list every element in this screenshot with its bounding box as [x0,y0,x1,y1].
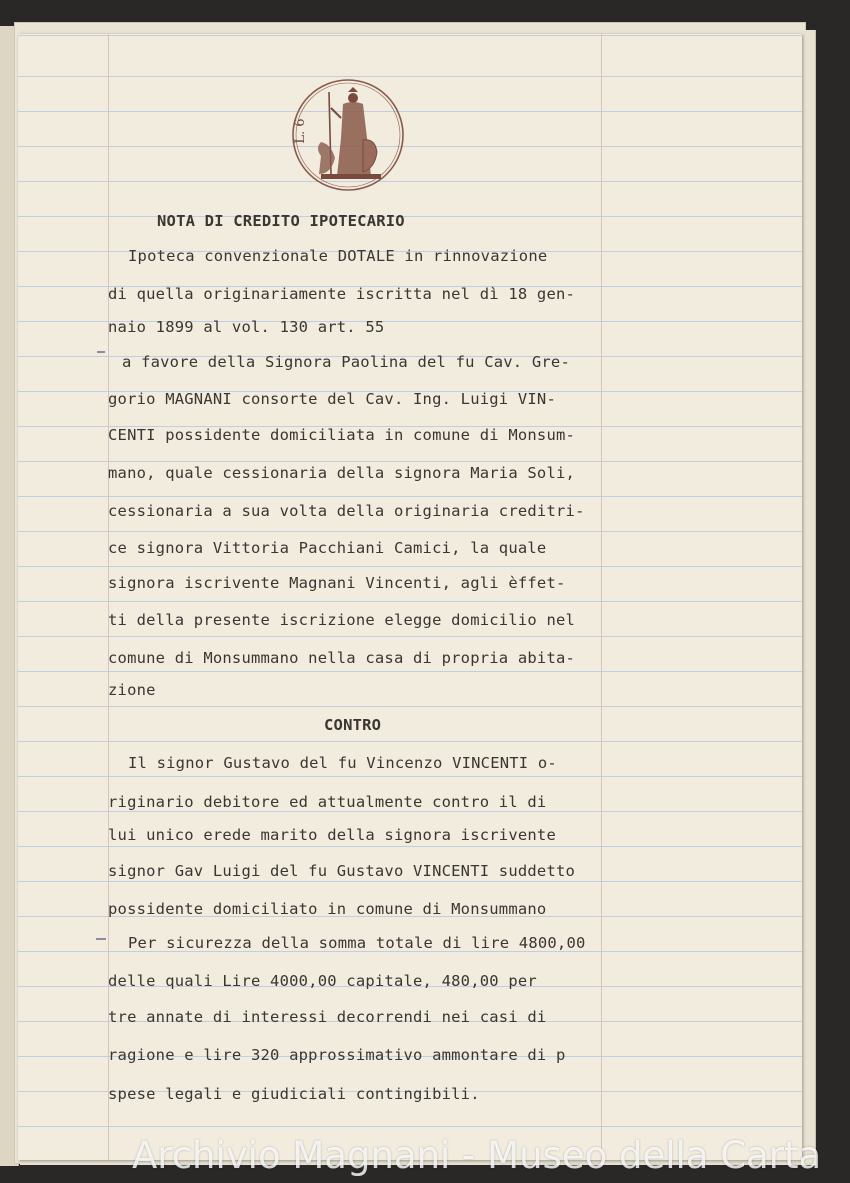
archive-watermark: Archivio Magnani - Museo della Carta [132,1134,822,1177]
body-line: Per sicurezza della somma totale di lire 4800,00 [128,934,586,952]
body-line: tre annate di interessi decorrendi nei casi di [108,1008,547,1026]
body-line: signor Gav Luigi del fu Gustavo VINCENTI suddetto [108,862,576,880]
body-line: lui unico erede marito della signora iscrivente [108,826,556,844]
body-line: gorio MAGNANI consorte del Cav. Ing. Luigi VIN- [108,390,556,408]
body-line: ce signora Vittoria Pacchiani Camici, la quale [108,539,547,557]
body-line: Il signor Gustavo del fu Vincenzo VINCENTI o- [128,754,557,772]
body-line: possidente domiciliato in comune di Monsummano [108,900,547,918]
body-line: CENTI possidente domiciliata in comune di Monsum- [108,426,576,444]
contro-heading: CONTRO [324,716,382,734]
stamp-label: L. 6 [293,118,308,144]
body-line: signora iscrivente Magnani Vincenti, agli èffet- [108,574,566,592]
body-line: Ipoteca convenzionale DOTALE in rinnovazione [128,247,548,265]
document-title: NOTA DI CREDITO IPOTECARIO [157,212,405,230]
body-line: riginario debitore ed attualmente contro il di [108,793,547,811]
body-line: naio 1899 al vol. 130 art. 55 [108,318,385,336]
body-line: ragione e lire 320 approssimativo ammontare di p [108,1046,566,1064]
body-line: ti della presente iscrizione elegge domicilio nel [108,611,576,629]
body-line: comune di Monsummano nella casa di propria abita- [108,649,576,667]
margin-line-left [108,34,109,1160]
body-line: delle quali Lire 4000,00 capitale, 480,00 per [108,972,537,990]
margin-dash [96,938,106,940]
body-line: di quella originariamente iscritta nel dì 18 gen- [108,285,576,303]
body-line: cessionaria a sua volta della originaria creditri- [108,502,585,520]
margin-dash [97,351,105,353]
body-line: zione [108,681,156,699]
body-line: mano, quale cessionaria della signora Maria Soli, [108,464,576,482]
margin-line-right [601,34,602,1160]
body-line: spese legali e giudiciali contingibili. [108,1085,480,1103]
ruled-page [18,34,802,1160]
body-line: a favore della Signora Paolina del fu Cav. Gre- [122,353,570,371]
